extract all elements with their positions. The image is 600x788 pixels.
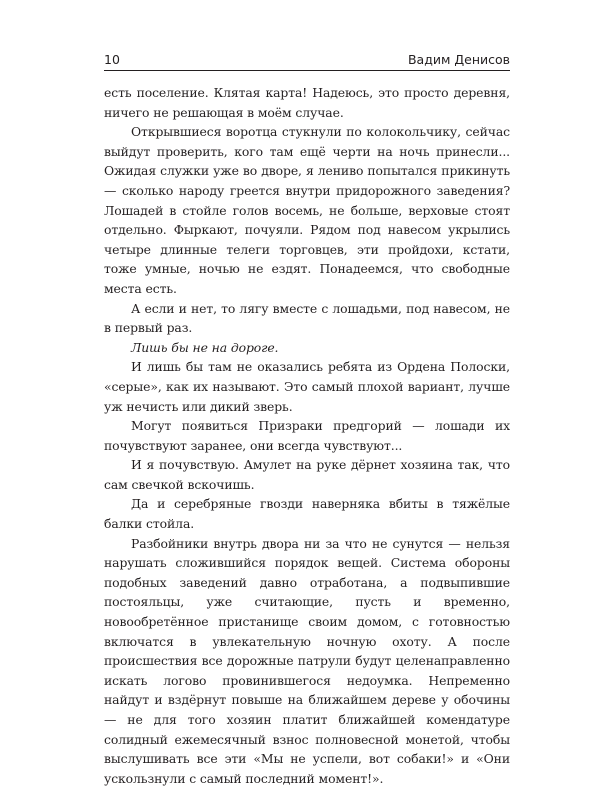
header-rule [104,70,510,71]
running-head-author: Вадим Денисов [407,52,510,67]
paragraph: Разбойники внутрь двора ни за что не сунутся — нельзя нарушать сложившийся порядок вещей. Система обороны подобных заведений давно отработана, а подвыпившие постояльцы, уже считающие, пусть и временно, новообретённое пристанище своим домом, с готовностью включатся в увлекательную ночную охоту. А после происшествия все дорожные патрули будут целенаправленно искать логово провинившегося недоумка. Непременно найдут и вздёрнут повыше на ближайшем дереве у обочины — не для того хозяин платит ближайшей комендатуре солидный ежемесячный взнос полновесной монетой, чтобы выслушивать все эти «Мы не успели, вот собаки!» и «Они ускользнули с самый последний момент!». [104,535,510,786]
paragraph: Да и серебряные гвозди наверняка вбиты в тяжёлые балки стойла. [104,496,510,532]
paragraph-italic: Лишь бы не на дороге. [131,339,279,355]
paragraph-continuation: есть поселение. Клятая карта! Надеюсь, это просто деревня, ничего не решающая в моём случае. [104,85,510,120]
paragraph: И я почувствую. Амулет на руке дёрнет хозяина так, что сам свечкой вскочишь. [104,457,510,492]
body-text [104,83,510,788]
paragraph: И лишь бы там не оказались ребята из Ордена Полоски, «серые», как их называют. Это самый плохой вариант, лучше уж нечисть или дикий зверь. [104,359,510,414]
page-number: 10 [104,52,120,67]
running-header [104,46,510,68]
paragraph: Открывшиеся воротца стукнули по колокольчику, сейчас выйдут проверить, кого там ещё черти на ночь принесли... Ожидая служки уже во дворе, я лениво попытался прикинуть — сколько народу греется внутри придорожного заведения? Лошадей в стойле голов восемь, не больше, верховые стоят отдельно. Фыркают, почуяли. Рядом под навесом укрылись четыре длинные телеги торговцев, эти пройдохи, кстати, тоже умные, ночью не ездят. Понадеемся, что свободные места есть. [104,124,510,296]
paragraph: Могут появиться Призраки предгорий — лошади их почувствуют заранее, они всегда чувствуют... [104,418,510,453]
paragraph: А если и нет, то лягу вместе с лошадьми, под навесом, не в первый раз. [104,300,510,336]
